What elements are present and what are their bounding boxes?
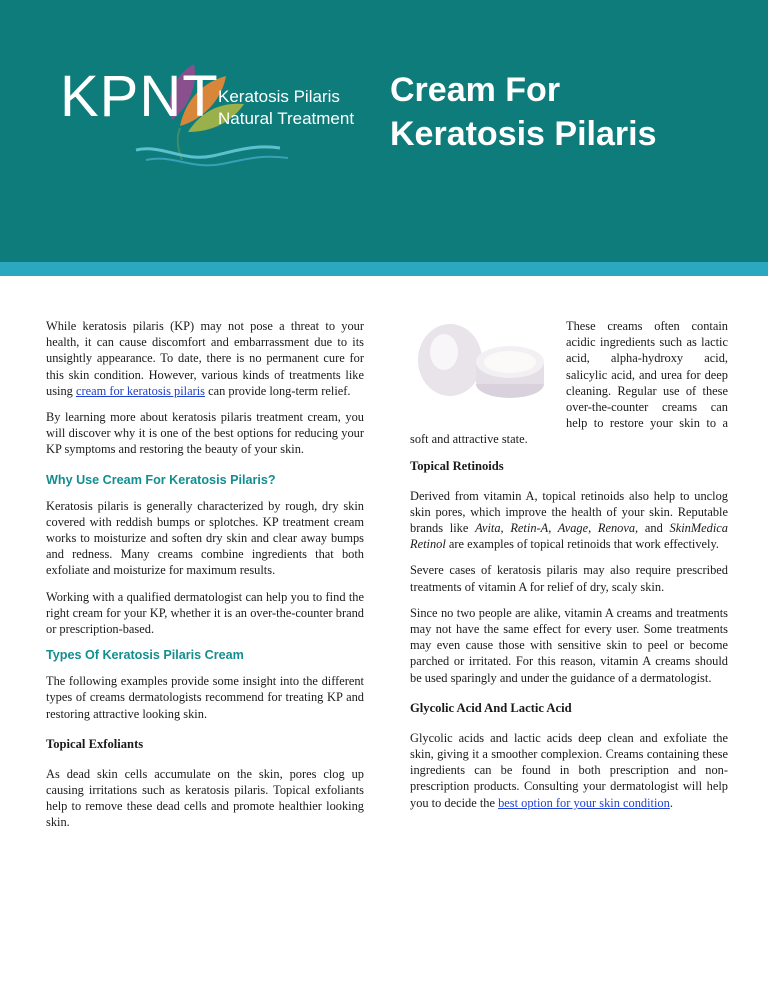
right-column bbox=[410, 318, 728, 821]
left-column bbox=[46, 318, 364, 841]
heading-types: Types Of Keratosis Pilaris Cream bbox=[46, 648, 244, 663]
retinoids-paragraph-1 bbox=[410, 488, 728, 553]
cream-jar-image bbox=[410, 318, 552, 414]
intro-paragraph-1 bbox=[46, 318, 364, 399]
retinoids-paragraph-2: Severe cases of keratosis pilaris may also require prescribed treatments of vitamin A for relief of dry, scaly skin. bbox=[410, 563, 728, 594]
retinoids-paragraph-3: Since no two people are alike, vitamin A creams and treatments may not have the same effect for every user. Some treatments may even cause those with sensitive skin to peel or become parched or irritated. For this reason, vitamin A creams should be used sparingly and under the guidance of a dermatologist. bbox=[410, 605, 728, 685]
intro-text-a: While keratosis pilaris (KP) may not pose a threat to your health, it can cause discomfort and embarrassment due to its unsightly appearance. To date, there is no permanent cure for this skin condition. However, various kinds of treatments like using bbox=[46, 319, 364, 398]
logo-line-1: Keratosis Pilaris bbox=[218, 87, 340, 106]
heading-glycolic-lactic: Glycolic Acid And Lactic Acid bbox=[410, 700, 572, 715]
glycolic-paragraph bbox=[410, 730, 728, 811]
why-paragraph-2: Working with a qualified dermatologist can help you to find the right cream for your KP, whether it is an over-the-counter brand or prescription-based. bbox=[46, 589, 364, 637]
retinoids-brands: Avita, Retin-A, Avage, Renova, bbox=[475, 521, 639, 536]
accent-band bbox=[0, 262, 768, 276]
glycolic-text-a: Glycolic acids and lactic acids deep clean and exfoliate the skin, giving it a smoother complexion. Creams containing these ingredients can be found in both prescription and non-prescription products. Consulting your dermatologist will help you to decide the bbox=[410, 730, 728, 810]
kpnt-logo bbox=[52, 52, 372, 172]
exfoliants-continued: These creams often contain acidic ingredients such as lactic acid, alpha-hydroxy acid, salicylic acid, and urea for deep cleaning. Regular use of these over-the-counter creams can help to restore your skin to a soft and attractive state. bbox=[410, 319, 728, 447]
exfoliants-paragraph: As dead skin cells accumulate on the skin, pores clog up causing irritations such as keratosis pilaris. Topical exfoliants help to remove these dead cells and promote healthier looking skin. bbox=[46, 766, 364, 830]
glycolic-text-b: . bbox=[669, 795, 673, 810]
header-banner bbox=[0, 0, 768, 262]
retinoids-text-a: Derived from vitamin A, topical retinoids also help to unclog skin pores, which improve the health of your skin. Reputable brands like bbox=[410, 488, 728, 536]
logo-line-2: Natural Treatment bbox=[218, 109, 355, 128]
heading-topical-retinoids: Topical Retinoids bbox=[410, 458, 504, 473]
retinoids-brand-skinmedica: SkinMedica Retinol bbox=[410, 521, 728, 552]
heading-topical-exfoliants: Topical Exfoliants bbox=[46, 736, 144, 751]
types-paragraph: The following examples provide some insight into the different types of creams dermatologists recommend for treating KP and restoring attractive looking skin. bbox=[46, 674, 364, 721]
intro-paragraph-2: By learning more about keratosis pilaris treatment cream, you will discover why it is one of the best options for reducing your KP symptoms and restoring the beauty of your skin. bbox=[46, 410, 364, 457]
retinoids-text-b: are examples of topical retinoids that work effectively. bbox=[445, 537, 719, 552]
cream-link[interactable]: cream for keratosis pilaris bbox=[75, 383, 205, 398]
heading-why-use: Why Use Cream For Keratosis Pilaris? bbox=[46, 472, 276, 487]
why-paragraph-1: Keratosis pilaris is generally characterized by rough, dry skin covered with reddish bumps or splotches. KP treatment cream works to moisturize and soften dry skin and clear away bumps and redness. Many creams combine ingredients that both exfoliate and moisturize for maximum results. bbox=[46, 498, 364, 578]
title-line-1: Cream For bbox=[390, 71, 561, 109]
intro-text-b: can provide long-term relief. bbox=[204, 383, 351, 398]
document-title bbox=[390, 68, 656, 156]
title-line-2: Keratosis Pilaris bbox=[390, 115, 657, 153]
retinoids-and: and bbox=[638, 521, 670, 536]
logo-mark: KPNT bbox=[60, 64, 219, 129]
best-option-link[interactable]: best option for your skin condition bbox=[498, 795, 670, 810]
